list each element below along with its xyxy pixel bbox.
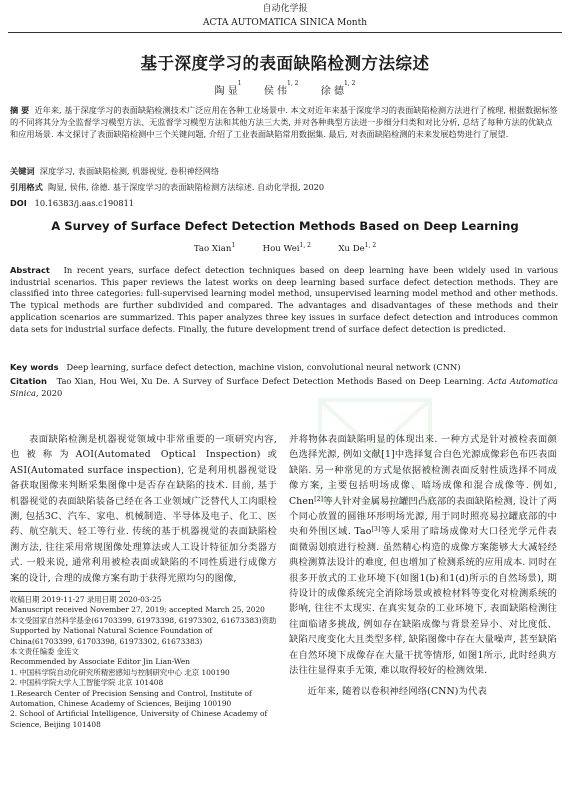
author-2-en-affil: 1, 2 bbox=[299, 242, 311, 249]
citation-en-journal: Acta Automatica Sinica bbox=[10, 376, 558, 398]
author-1-cn: 陶 显 bbox=[214, 86, 238, 97]
citation-en-text: Tao Xian, Hou Wei, Xu De. A Survey of Surface Defect Detection Methods Based on Deep Learning. bbox=[56, 376, 485, 386]
footnote-affil2-cn: 2. 中国科学院大学人工智能学院 北京 101408 bbox=[10, 678, 164, 688]
citation-cn-label: 引用格式 bbox=[10, 182, 43, 192]
author-3-cn: 徐 德 bbox=[320, 86, 344, 97]
author-3-en-affil: 1, 2 bbox=[364, 242, 377, 249]
citation-cn bbox=[10, 181, 558, 193]
citation-ref-2[interactable]: [2] bbox=[314, 495, 324, 503]
body-right-paragraph-1 bbox=[289, 432, 557, 679]
author-3-en: Xu De bbox=[338, 244, 365, 254]
footnote-fund-en: Supported by National Natural Science Foundation of China(61703399, 61703398, 61973302, 61673383) bbox=[10, 626, 213, 646]
authors-en bbox=[0, 244, 570, 254]
author-1-en-affil: 1 bbox=[231, 242, 236, 249]
citation-en-label: Citation bbox=[10, 376, 47, 386]
paper-title-en: A Survey of Surface Defect Detection Methods Based on Deep Learning bbox=[51, 219, 519, 233]
author-2-cn: 侯 伟 bbox=[263, 86, 288, 97]
keywords-cn-label: 关键词 bbox=[10, 166, 35, 176]
abstract-cn-text: 近年来, 基于深度学习的表面缺陷检测技术广泛应用在各种工业场景中. 本文对近年来基于深度学习的表面缺陷检测方法进行了梳理, 根据数据标签的不同将其分为全监督学习模型方法、无监督学习模型方法和其他方法三大类, 并对各种典型方法进一步细分归类和对比分析, 总结了每种方法的优缺点和应用场景. 本文探讨了表面缺陷检测中三个关键问题, 介绍了工业表面缺陷常用数据集. 最后, 对表面缺陷检测的未来发展趋势进行了展望. bbox=[10, 105, 558, 140]
abstract-cn-label: 摘 要 bbox=[10, 105, 30, 115]
keywords-en-text: Deep learning, surface defect detection, machine vision, convolutional neural network (CNN) bbox=[66, 362, 461, 372]
footnote-affil2-en: 2. School of Artificial Intelligence, University of Chinese Academy of Science, Beijing 101408 bbox=[10, 709, 268, 729]
author-3-cn-affil: 1, 2 bbox=[343, 80, 356, 87]
body-right-paragraph-2 bbox=[289, 684, 557, 699]
doi bbox=[10, 197, 558, 209]
citation-en bbox=[10, 376, 558, 399]
doi-label: DOI bbox=[10, 198, 27, 208]
keywords-en-label: Key words bbox=[10, 362, 59, 372]
running-header-journal-cn: 自动化学报 bbox=[262, 4, 308, 14]
abstract-cn bbox=[10, 104, 558, 141]
keywords-en bbox=[10, 362, 558, 374]
author-2-cn-affil: 1, 2 bbox=[287, 80, 299, 87]
abstract-en bbox=[10, 265, 558, 335]
authors-cn bbox=[0, 82, 570, 97]
footnote-affil1-cn: 1. 中国科学院自动化研究所精密感知与控制研究中心 北京 100190 bbox=[10, 667, 230, 677]
footnotes bbox=[10, 595, 277, 730]
footnote-editor-cn: 本文责任编委 金连文 bbox=[10, 647, 79, 657]
body-left-column bbox=[10, 432, 277, 586]
doi-link[interactable]: 10.16383/j.aas.c190811 bbox=[34, 198, 134, 208]
body-left-text: 表面缺陷检测是机器视觉领域中非常重要的一项研究内容, 也被称为AOI(Automated Optical Inspection)或ASI(Automated surface inspection), 它是利用机器视觉设备获取图像来判断采集图像中是否存在缺陷的技术. 目前, 基于机器视觉的表面缺陷装备已经在各工业领域广泛替代人工肉眼检测, 包括3C、汽车、家电、机械制造、半导体及电子、化工、医药、航空航天、轻工等行业. 传统的基于机器视觉的表面缺陷检测方法, 往往采用常规图像处理算法或人工设计特征加分类器方式. 一般来说, 通常利用被检表面或缺陷的不同性质进行成像方案的设计, 合理的成像方案有助于获得光照均匀的图像, bbox=[10, 434, 277, 584]
running-header-journal-en: ACTA AUTOMATICA SINICA Month bbox=[203, 18, 367, 28]
body-right-text-2: 等人针对金属易拉罐凹凸底部的表面缺陷检测, 设计了两个同心放置的圆锥环形明场光源, 用于同时照亮易拉罐底部的中央和外围区域. Tao bbox=[289, 495, 557, 538]
body-right-column bbox=[289, 432, 557, 699]
footnote-fund-cn: 本文受国家自然科学基金(61703399, 61973398, 61973302, 61673383)资助 bbox=[10, 615, 277, 625]
body-right-text-4: 近年来, 随着以卷积神经网络(CNN)为代表 bbox=[307, 685, 487, 697]
keywords-cn-text: 深度学习, 表面缺陷检测, 机器视觉, 卷积神经网络 bbox=[39, 166, 220, 176]
footnote-manuscript: Manuscript received November 27, 2019; accepted March 25, 2020 bbox=[10, 605, 265, 615]
keywords-cn bbox=[10, 165, 558, 177]
abstract-en-text: In recent years, surface defect detection techniques based on deep learning have been widely used in various industrial scenarios. This paper reviews the latest works on deep learning based surface defect detection methods. They are classified into three categories: full-supervised learning model method, unsupervised learning model method and other methods. The typical methods are further subdivided and compared. The advantages and disadvantages of these methods and their application scenarios are summarized. This paper analyzes three key issues in surface defect detection and introduces common data sets for industrial surface defects. Finally, the future development trend of surface defect detection is predicted. bbox=[10, 265, 558, 334]
footnote-received: 收稿日期 2019-11-27 录用日期 2020-03-25 bbox=[10, 595, 162, 604]
body-right-text-1: 并将物体表面缺陷明显的体现出来. 一种方式是针对被检表面颜色选择光源, 例如文献[1]中选择复合白色光源成像彩色布匹表面缺陷. 另一种常见的方式是依据被检测表面反射性质选择不同成像方案, 主要包括明场成像、暗场成像和混合成像等. 例如, Chen bbox=[289, 434, 557, 507]
author-1-en: Tao Xian bbox=[193, 244, 232, 254]
abstract-en-label: Abstract bbox=[10, 265, 50, 275]
footnote-rule bbox=[10, 591, 130, 592]
citation-cn-text: 陶显, 侯伟, 徐德. 基于深度学习的表面缺陷检测方法综述. 自动化学报, 2020 bbox=[47, 182, 325, 192]
paper-title-cn: 基于深度学习的表面缺陷检测方法综述 bbox=[140, 54, 430, 73]
header-rule bbox=[8, 32, 562, 33]
body-right-text-3: 等人采用了暗场成像对大口径光学元件表面微弱划痕进行检测. 虽然精心构造的成像方案能够大大减轻经典检测算法设计的难度, 但也增加了检测系统的应用成本. 同时在很多开放式的工业环境下(如图1(b)和1(d)所示的自然场景), 期待设计的成像系统完全消除场景或被检材料等变化对检测系统的影响, 往往不太现实. 在真实复杂的工业环境下, 表面缺陷检测往往面临诸多挑战, 例如存在缺陷成像与背景差异小、对比度低、缺陷尺度变化大且类型多样, 缺陷图像中存在大量噪声, 甚至缺陷在自然环境下成像存在大量干扰等情形, 如图1所示, 此时经典方法往往显得束手无策, 难以取得较好的检测效果. bbox=[289, 526, 557, 677]
citation-en-year: , 2020 bbox=[35, 387, 63, 398]
footnote-editor-en: Recommended by Associate Editor Jin Lian-Wen bbox=[10, 657, 190, 667]
citation-ref-3[interactable]: [3] bbox=[371, 526, 381, 534]
author-2-en: Hou Wei bbox=[262, 244, 300, 254]
footnote-affil1-en: 1.Research Center of Precision Sensing and Control, Institute of Automation, Chinese Academy of Sciences, Beijing 100190 bbox=[10, 688, 252, 709]
author-1-cn-affil: 1 bbox=[237, 80, 242, 87]
